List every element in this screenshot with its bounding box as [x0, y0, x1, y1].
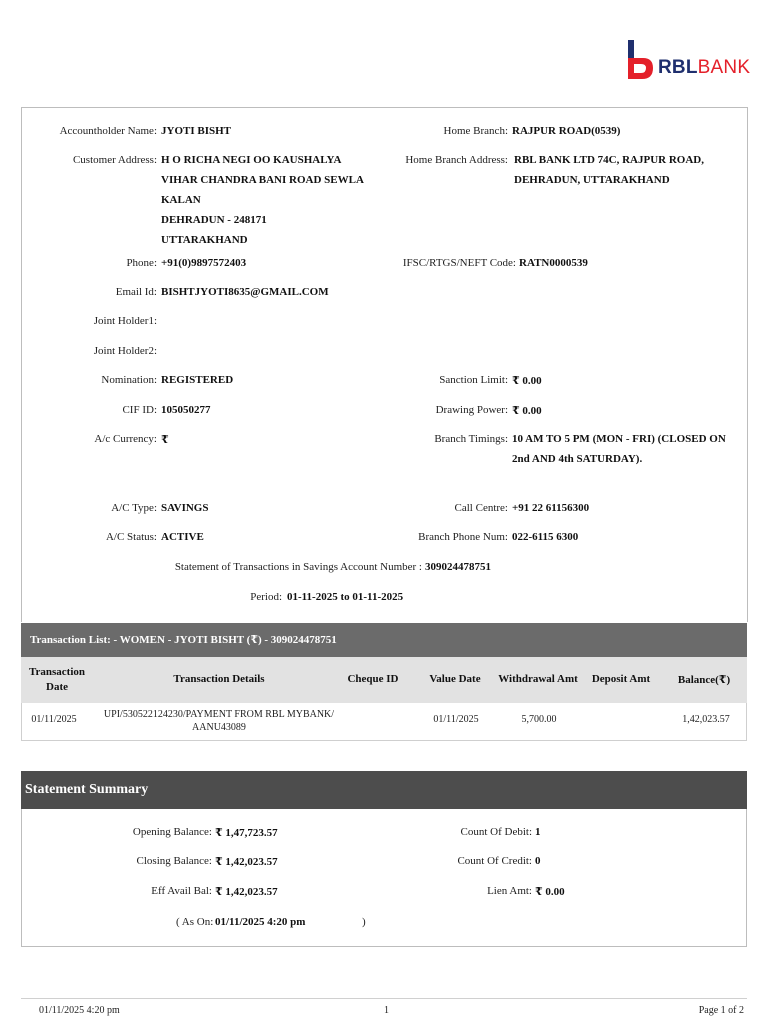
statement-summary-title: Statement Summary — [25, 782, 149, 797]
nomination-label: Nomination: — [101, 374, 157, 386]
transaction-table-header — [21, 657, 747, 703]
address-line: DEHRADUN - 248171 — [161, 214, 267, 226]
branch-phone-value: 022-6115 6300 — [512, 531, 579, 543]
col-transaction-date — [21, 665, 93, 695]
email-value: BISHTJYOTI8635@GMAIL.COM — [161, 286, 329, 298]
footer-page-number: 1 — [384, 1005, 389, 1016]
sanction-limit-label: Sanction Limit: — [439, 374, 508, 386]
branch-timings-label: Branch Timings: — [434, 433, 508, 445]
logo-bank-text: BANK — [697, 57, 751, 78]
ifsc-label: IFSC/RTGS/NEFT Code: — [402, 257, 516, 269]
cell-details — [94, 708, 344, 734]
branch-address-line: RBL BANK LTD 74C, RAJPUR ROAD, — [514, 154, 704, 166]
sanction-limit-value: ₹ 0.00 — [512, 375, 542, 387]
statement-summary-panel — [21, 809, 747, 947]
currency-label: A/c Currency: — [94, 433, 157, 445]
count-credit-value: 0 — [535, 855, 541, 867]
cell-withdrawal: 5,700.00 — [521, 714, 557, 725]
address-line: VIHAR CHANDRA BANI ROAD SEWLA — [161, 174, 364, 186]
period-value: 01-11-2025 to 01-11-2025 — [287, 591, 404, 603]
cell-date: 01/11/2025 — [31, 714, 77, 725]
logo-wordmark — [658, 57, 750, 79]
rbl-logo-mark-icon — [626, 38, 656, 84]
home-branch-label: Home Branch: — [443, 125, 508, 137]
joint-holder1-label: Joint Holder1: — [93, 315, 157, 327]
eff-avail-bal-value: ₹ 1,42,023.57 — [215, 886, 278, 898]
footer-divider — [21, 998, 747, 999]
address-line: KALAN — [161, 194, 201, 206]
col-value-date: Value Date — [429, 673, 481, 685]
closing-balance-value: ₹ 1,42,023.57 — [215, 856, 278, 868]
statement-summary-header — [21, 771, 747, 809]
joint-holder2-label: Joint Holder2: — [93, 345, 157, 357]
closing-balance-label: Closing Balance: — [136, 855, 212, 867]
opening-balance-label: Opening Balance: — [132, 826, 212, 838]
drawing-power-value: ₹ 0.00 — [512, 405, 542, 417]
drawing-power-label: Drawing Power: — [435, 404, 508, 416]
footer-timestamp: 01/11/2025 4:20 pm — [39, 1005, 120, 1016]
col-date-line1: Transaction — [28, 666, 86, 678]
ac-type-value: SAVINGS — [161, 502, 209, 514]
opening-balance-value: ₹ 1,47,723.57 — [215, 827, 278, 839]
transaction-list-header — [21, 623, 747, 657]
cif-id-label: CIF ID: — [122, 404, 157, 416]
ifsc-value: RATN0000539 — [519, 257, 588, 269]
col-withdrawal-amt: Withdrawal Amt — [498, 673, 578, 685]
branch-timings-value — [512, 429, 726, 469]
details-line2: AANU43089 — [192, 722, 246, 733]
home-branch-value: RAJPUR ROAD(0539) — [512, 125, 621, 137]
branch-phone-label: Branch Phone Num: — [418, 531, 508, 543]
lien-amt-label: Lien Amt: — [487, 885, 532, 897]
col-transaction-details: Transaction Details — [173, 673, 265, 685]
call-centre-label: Call Centre: — [454, 502, 508, 514]
customer-address-label: Customer Address: — [72, 154, 157, 166]
rbl-bank-logo — [626, 38, 750, 84]
logo-rbl-text: RBL — [658, 57, 698, 78]
statement-account-value: 309024478751 — [425, 561, 491, 573]
col-date-line2: Date — [46, 681, 68, 693]
timings-line: 2nd AND 4th SATURDAY). — [512, 453, 643, 465]
address-line: H O RICHA NEGI OO KAUSHALYA — [161, 154, 342, 166]
transaction-list-title: Transaction List: - WOMEN - JYOTI BISHT (₹) - 309024478751 — [30, 634, 337, 646]
footer-page-of: Page 1 of 2 — [698, 1005, 744, 1016]
accountholder-name-value: JYOTI BISHT — [161, 125, 231, 137]
col-deposit-amt: Deposit Amt — [591, 673, 651, 685]
phone-label: Phone: — [126, 257, 157, 269]
col-balance: Balance(₹) — [677, 674, 731, 686]
as-on-label: ( As On: — [176, 916, 214, 928]
nomination-value: REGISTERED — [161, 374, 234, 386]
as-on-value: 01/11/2025 4:20 pm — [215, 916, 306, 928]
customer-address-value — [161, 150, 364, 250]
count-credit-label: Count Of Credit: — [457, 855, 532, 867]
as-on-close: ) — [362, 916, 366, 928]
home-branch-address-value — [514, 150, 704, 190]
address-line: UTTARAKHAND — [161, 234, 248, 246]
ac-status-label: A/C Status: — [105, 531, 157, 543]
count-debit-value: 1 — [535, 826, 541, 838]
timings-line: 10 AM TO 5 PM (MON - FRI) (CLOSED ON — [512, 433, 726, 445]
count-debit-label: Count Of Debit: — [460, 826, 532, 838]
email-label: Email Id: — [115, 286, 157, 298]
cif-id-value: 105050277 — [161, 404, 211, 416]
cell-value-date: 01/11/2025 — [433, 714, 479, 725]
accountholder-name-label: Accountholder Name: — [59, 125, 157, 137]
ac-status-value: ACTIVE — [161, 531, 204, 543]
period-label: Period: — [250, 591, 282, 603]
table-row — [21, 703, 747, 741]
cell-balance: 1,42,023.57 — [682, 714, 730, 725]
ac-type-label: A/C Type: — [111, 502, 157, 514]
lien-amt-value: ₹ 0.00 — [535, 886, 565, 898]
call-centre-value: +91 22 61156300 — [512, 502, 590, 514]
branch-address-line: DEHRADUN, UTTARAKHAND — [514, 174, 670, 186]
home-branch-address-label: Home Branch Address: — [405, 154, 508, 166]
col-cheque-id: Cheque ID — [347, 673, 399, 685]
statement-account-label: Statement of Transactions in Savings Account Number : — [174, 561, 422, 573]
details-line1: UPI/530522124230/PAYMENT FROM RBL MYBANK/ — [103, 709, 335, 720]
currency-value: ₹ — [161, 434, 169, 446]
eff-avail-bal-label: Eff Avail Bal: — [151, 885, 212, 897]
phone-value: +91(0)9897572403 — [161, 257, 247, 269]
